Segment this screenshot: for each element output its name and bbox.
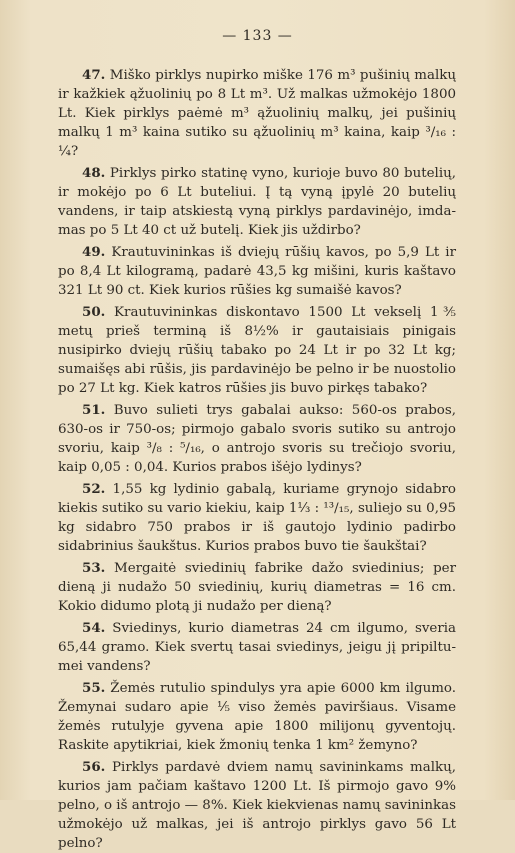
problem-53 [58,559,456,616]
problem-text: Krautuvininkas iš dviejų rūšių kavos, po 5,9 Lt ir po 8,4 Lt kilogramą, padarė 43,5 kg mišini, kuris kaštavo 321 Lt 90 ct. Kiek kurios rūšies kg sumaišė kavos? [58,245,456,298]
problem-number: 54. [82,620,106,636]
problem-number: 53. [82,560,106,576]
problem-48 [58,164,456,240]
problem-number: 52. [82,481,106,497]
problem-number: 56. [82,759,106,775]
problem-number: 49. [82,244,106,260]
problem-56 [58,758,456,853]
problem-text: Žemės rutulio spindulys yra apie 6000 km ilgumo. Žemynai sudaro apie ⅕ viso žemės paviršiaus. Visame žemės rutulyje gyvena apie 1800 milijonų gyventojų. Raskite apytikriai, kiek žmonių tenka 1 km² žemyno? [58,681,456,753]
problem-text: Sviedinys, kurio diametras 24 cm ilgumo, sveria 65,44 gramo. Kiek svertų tasai sviedinys, jeigu jį pripiltumei vandens? [58,621,456,674]
problem-number: 47. [82,67,106,83]
problem-text: Krautuvininkas diskontavo 1500 Lt vekselį 1⅗ metų prieš terminą iš 8½% ir gautaisiais pinigais nusipirko dviejų rūšių tabako po 24 Lt ir po 32 Lt kg; sumaišęs abi rūšis, jis pardavinėjo be pelno ir be nuostolio po 27 Lt kg. Kiek katros rūšies jis buvo pirkęs tabako? [58,305,456,396]
problem-50 [58,303,456,398]
problem-49 [58,243,456,300]
problem-text: Pirklys pardavė dviem namų savininkams malkų, kurios jam pačiam kaštavo 1200 Lt. Iš pirmojo gavo 9% pelno, o iš antrojo — 8%. Kiek kiekvienas namų savininkas užmokėjo už malkas, jei iš antrojo pirklys gavo 56 Lt pelno? [58,760,457,851]
problem-text: Buvo sulieti trys gabalai aukso: 560-os prabos, 630-os ir 750-os; pirmojo gabalo svoris sutiko su antrojo svoriu, kaip ³/₈ : ⁵/₁₆, o antrojo svoris su trečiojo svoriu, kaip 0,05 : 0,04. Kurios prabos išėjo lydinys? [58,403,456,475]
problem-text: Mergaitė sviedinių fabrike dažo sviedinius; per dieną ji nudažo 50 sviedinių, kurių diametras = 16 cm. Kokio didumo plotą ji nudažo per dieną? [58,561,456,614]
problem-number: 48. [82,165,106,181]
problem-47 [58,66,456,161]
problem-number: 50. [82,304,106,320]
problem-text: 1,55 kg lydinio gabalą, kuriame grynojo sidabro kiekis sutiko su vario kiekiu, kaip 1⅓ : ¹³/₁₅, suliejo su 0,95 kg sidabro 750 prabos ir iš gautojo lydinio padirbo sidabrinius šaukštus. Kurios prabos buvo tie šaukštai? [58,482,456,554]
problem-51 [58,401,456,477]
problem-52 [58,480,456,556]
problem-text: Pirklys pirko statinę vyno, kurioje buvo 80 butelių, ir mokėjo po 6 Lt buteliui. Į tą vyną įpylė 20 butelių vandens, ir taip atskiestą vyną pirklys pardavinėjo, imdamas po 5 Lt 40 ct už butelį. Kiek jis uždirbo? [58,166,456,238]
problem-number: 55. [82,680,106,696]
problem-54 [58,619,456,676]
problem-55 [58,679,456,755]
page-number: — 133 — [222,28,293,44]
problem-text: Miško pirklys nupirko miške 176 m³ pušinių malkų ir kažkiek ąžuolinių po 8 Lt m³. Už malkas užmokėjo 1800 Lt. Kiek pirklys paėmė m³ ąžuolinių malkų, jei pušinių malkų 1 m³ kaina sutiko su ąžuolinių m³ kaina, kaip ³/₁₆ : ¼? [58,68,456,159]
problem-number: 51. [82,402,106,418]
problem-list [58,66,456,853]
